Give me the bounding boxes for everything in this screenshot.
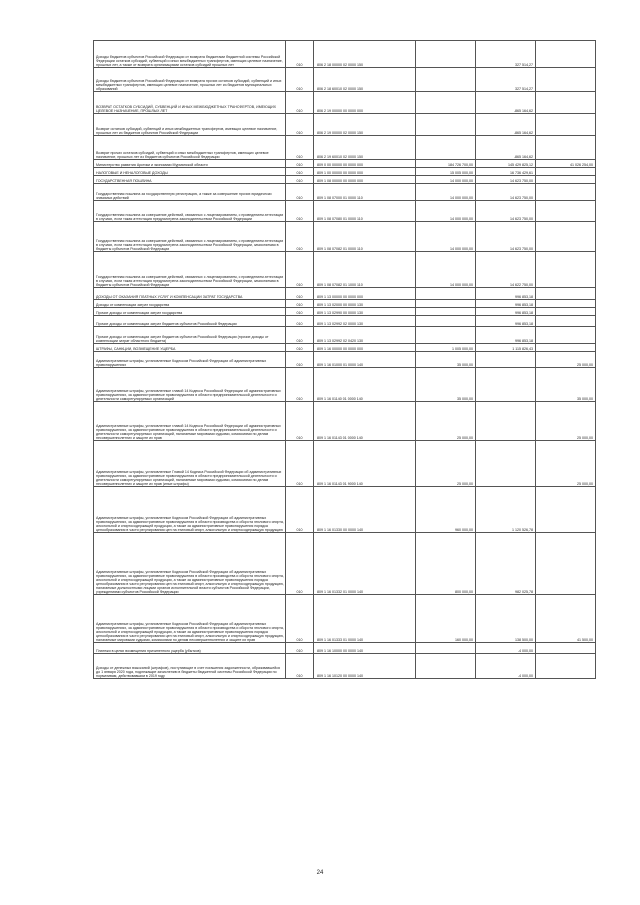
cell-plan: 35 000,00: [416, 368, 476, 402]
cell-plan: [416, 114, 476, 136]
table-row: [94, 327, 596, 344]
cell-exec: -865 164,62: [476, 136, 536, 160]
cell-name: Прочие доходы от компенсации затрат государства: [94, 308, 286, 316]
cell-plan: 14 000 000,00: [416, 184, 476, 201]
cell-code: 010: [286, 352, 314, 368]
table-row: [94, 41, 596, 68]
cell-rest: [536, 487, 596, 533]
cell-code: 010: [286, 176, 314, 184]
cell-plan: [416, 654, 476, 679]
cell-name: Административные штрафы, установленные Кодексом Российской Федерации об административных правонарушениях, за административные правонарушения в области производства и оборота этилового спирта, алкогольной и спиртосодержащей продукции, а также за административные правонарушения порядка ценообразования в части регулирования цен на этиловый спирт, алкогольную и спиртосодержащую продукцию: [94, 487, 286, 533]
cell-exec: 327 514,27: [476, 41, 536, 68]
cell-exec: 14 623 750,00: [476, 184, 536, 201]
cell-code: 010: [286, 368, 314, 402]
cell-kbk: 806 2 18 00000 02 0000 150: [314, 41, 416, 68]
cell-plan: [416, 327, 476, 344]
cell-name: НАЛОГОВЫЕ И НЕНАЛОГОВЫЕ ДОХОДЫ: [94, 168, 286, 176]
cell-exec: [476, 352, 536, 368]
cell-plan: [416, 643, 476, 654]
table-row: [94, 402, 596, 441]
cell-rest: 25 000,00: [536, 441, 596, 487]
cell-kbk: 809 1 16 01332 01 0000 140: [314, 533, 416, 595]
cell-rest: [536, 41, 596, 68]
cell-exec: 14 622 750,00: [476, 252, 536, 288]
cell-kbk: 809 1 08 07082 01 0000 110: [314, 222, 416, 252]
cell-kbk: 806 2 19 00000 00 0000 000: [314, 92, 416, 114]
cell-code: 010: [286, 533, 314, 595]
cell-plan: 184 726 700,00: [416, 160, 476, 168]
cell-code: 010: [286, 441, 314, 487]
cell-name: Государственная пошлина за совершение действий, связанных с лицензированием, с проведением аттестации в случаях, если такая аттестация предусмотрена законодательством Российской Федерации, зачисляемая в бюджеты субъектов Российской Федерации: [94, 252, 286, 288]
table-row: [94, 114, 596, 136]
cell-rest: [536, 92, 596, 114]
cell-code: 010: [286, 160, 314, 168]
cell-name: Административные штрафы, установленные Кодексом Российской Федерации об административных правонарушениях, за административные правонарушения в области производства и оборота этилового спирта, алкогольной и спиртосодержащей продукции, а также за административные правонарушения порядка ценообразования в части регулирования цен на этиловый спирт, алкогольную и спиртосодержащую продукцию, налагаемые должностными лицами органов исполнительной власти субъектов Российской Федерации, учреждениями субъектов Российской Федерации: [94, 533, 286, 595]
cell-code: 010: [286, 595, 314, 643]
cell-rest: [536, 643, 596, 654]
cell-exec: [476, 368, 536, 402]
cell-rest: 35 000,00: [536, 368, 596, 402]
cell-name: Государственная пошлина за совершение действий, связанных с лицензированием, с проведением аттестации в случаях, если такая аттестация предусмотрена законодательством Российской Федерации, зачисляемая в бюджеты субъектов Российской Федерации: [94, 222, 286, 252]
cell-plan: 800 000,00: [416, 533, 476, 595]
cell-name: Возврат прочих остатков субсидий, субвенций и иных межбюджетных трансфертов, имеющих целевое назначение, прошлых лет из бюджетов субъектов Российской Федерации: [94, 136, 286, 160]
cell-kbk: 809 1 08 07082 01 1000 110: [314, 252, 416, 288]
revenue-table-body: [94, 41, 596, 679]
cell-plan: 960 000,00: [416, 487, 476, 533]
cell-code: 010: [286, 92, 314, 114]
cell-code: 010: [286, 643, 314, 654]
revenue-table: [93, 40, 596, 679]
cell-kbk: 809 1 16 01330 00 0000 140: [314, 487, 416, 533]
cell-name: Прочие доходы от компенсации затрат бюджетов субъектов Российской Федерации: [94, 316, 286, 327]
cell-kbk: 809 1 16 01143 01 0000 140: [314, 402, 416, 441]
table-row: [94, 300, 596, 308]
cell-plan: 14 000 000,00: [416, 176, 476, 184]
cell-plan: [416, 316, 476, 327]
cell-kbk: 809 1 08 00000 00 0000 000: [314, 176, 416, 184]
cell-kbk: 809 1 13 02000 00 0000 130: [314, 300, 416, 308]
cell-rest: [536, 344, 596, 352]
cell-code: 010: [286, 344, 314, 352]
cell-exec: [476, 402, 536, 441]
table-row: [94, 201, 596, 222]
table-row: [94, 595, 596, 643]
cell-kbk: 809 1 16 01143 01 9000 140: [314, 441, 416, 487]
cell-name: Доходы от компенсации затрат государства: [94, 300, 286, 308]
table-row: [94, 168, 596, 176]
cell-name: Возврат остатков субсидий, субвенций и иных межбюджетных трансфертов, имеющих целевое назначение, прошлых лет из бюджетов субъектов Российской Федерации: [94, 114, 286, 136]
cell-name: Государственная пошлина за государственную регистрацию, а также за совершение прочих юридически значимых действий: [94, 184, 286, 201]
cell-rest: [536, 252, 596, 288]
cell-code: 010: [286, 288, 314, 300]
cell-rest: 25 000,00: [536, 402, 596, 441]
cell-plan: [416, 136, 476, 160]
cell-code: 010: [286, 252, 314, 288]
cell-name: Доходы бюджетов субъектов Российской Федерации от возврата прочих остатков субсидий, субвенций и иных межбюджетных трансфертов, имеющих целевое назначение, прошлых лет из бюджетов муниципальных образований: [94, 68, 286, 92]
cell-code: 010: [286, 136, 314, 160]
cell-kbk: 809 1 16 01140 01 0000 140: [314, 368, 416, 402]
report-sheet: [93, 40, 595, 679]
cell-kbk: 809 1 13 02992 02 0000 130: [314, 316, 416, 327]
cell-name: Административные штрафы, установленные Главой 14 Кодекса Российской Федерации об административных правонарушениях, за административные правонарушения в области предпринимательской деятельности и деятельности саморегулируемых организаций, налагаемые мировыми судьями, комиссиями по делам несовершеннолетних и защите их прав (иные штрафы): [94, 441, 286, 487]
cell-exec: 982 025,78: [476, 533, 536, 595]
table-row: [94, 92, 596, 114]
cell-name: Административные штрафы, установленные Кодексом Российской Федерации об административных правонарушениях: [94, 352, 286, 368]
cell-code: 010: [286, 222, 314, 252]
cell-code: 010: [286, 300, 314, 308]
cell-exec: 14 623 750,00: [476, 222, 536, 252]
cell-plan: 25 000,00: [416, 402, 476, 441]
cell-code: 010: [286, 168, 314, 176]
cell-exec: -4 000,00: [476, 654, 536, 679]
cell-name: Административные штрафы, установленные главой 14 Кодекса Российской Федерации об административных правонарушениях, за административные правонарушения в области предпринимательской деятельности и деятельности саморегулируемых организаций: [94, 368, 286, 402]
cell-kbk: 809 1 00 00000 00 0000 000: [314, 168, 416, 176]
cell-plan: 1 005 000,00: [416, 344, 476, 352]
cell-plan: [416, 92, 476, 114]
cell-exec: 14 623 750,00: [476, 201, 536, 222]
cell-rest: 25 000,00: [536, 352, 596, 368]
cell-kbk: 806 2 18 60010 02 0000 150: [314, 68, 416, 92]
cell-kbk: 809 1 16 01333 01 0000 140: [314, 595, 416, 643]
table-row: [94, 222, 596, 252]
cell-rest: 41 026 254,00: [536, 160, 596, 168]
table-row: [94, 533, 596, 595]
cell-rest: [536, 533, 596, 595]
cell-plan: 15 005 000,00: [416, 168, 476, 176]
cell-code: 010: [286, 654, 314, 679]
cell-rest: [536, 114, 596, 136]
cell-plan: [416, 300, 476, 308]
cell-code: 010: [286, 308, 314, 316]
cell-exec: 996 853,18: [476, 327, 536, 344]
cell-name: Министерство развития Арктики и экономики Мурманской области: [94, 160, 286, 168]
cell-rest: [536, 654, 596, 679]
cell-rest: [536, 168, 596, 176]
cell-name: ГОСУДАРСТВЕННАЯ ПОШЛИНА: [94, 176, 286, 184]
cell-plan: 35 000,00: [416, 352, 476, 368]
cell-rest: [536, 68, 596, 92]
cell-plan: [416, 68, 476, 92]
page-number: 24: [316, 870, 324, 876]
cell-name: Доходы бюджетов субъектов Российской Федерации от возврата бюджетами бюджетной системы Российской Федерации остатков субсидий, субвенций и иных межбюджетных трансфертов, имеющих целевое назначение, прошлых лет, а также от возврата организациями остатков субсидий прошлых лет: [94, 41, 286, 68]
cell-code: 010: [286, 41, 314, 68]
cell-exec: -4 000,00: [476, 643, 536, 654]
cell-plan: 25 000,00: [416, 441, 476, 487]
cell-kbk: 809 1 16 10120 00 0000 140: [314, 654, 416, 679]
cell-name: Государственная пошлина за совершение действий, связанных с лицензированием, с проведением аттестации в случаях, если такая аттестация предусмотрена законодательством Российской Федерации: [94, 201, 286, 222]
cell-exec: [476, 441, 536, 487]
table-row: [94, 368, 596, 402]
cell-rest: [536, 288, 596, 300]
cell-code: 010: [286, 201, 314, 222]
table-row: [94, 136, 596, 160]
table-row: [94, 160, 596, 168]
cell-name: ВОЗВРАТ ОСТАТКОВ СУБСИДИЙ, СУБВЕНЦИЙ И ИНЫХ МЕЖБЮДЖЕТНЫХ ТРАНСФЕРТОВ, ИМЕЮЩИХ ЦЕЛЕВОЕ НАЗНАЧЕНИЕ, ПРОШЛЫХ ЛЕТ: [94, 92, 286, 114]
cell-kbk: 809 0 00 00000 00 0000 000: [314, 160, 416, 168]
cell-rest: [536, 222, 596, 252]
cell-exec: 14 623 750,00: [476, 176, 536, 184]
table-row: [94, 184, 596, 201]
cell-rest: [536, 327, 596, 344]
cell-plan: 14 000 000,00: [416, 222, 476, 252]
cell-exec: 145 429 825,12: [476, 160, 536, 168]
cell-exec: 996 853,18: [476, 308, 536, 316]
table-row: [94, 308, 596, 316]
cell-exec: 996 853,18: [476, 300, 536, 308]
cell-name: Административные штрафы, установленные Кодексом Российской Федерации об административных правонарушениях, за административные правонарушения в области производства и оборота этилового спирта, алкогольной и спиртосодержащей продукции, а также за административные правонарушения порядка ценообразования в части регулирования цен на этиловый спирт, алкогольную и спиртосодержащую продукцию, налагаемые мировыми судьями, комиссиями по делам несовершеннолетних и защите их прав: [94, 595, 286, 643]
cell-name: Административные штрафы, установленные главой 14 Кодекса Российской Федерации об административных правонарушениях, за административные правонарушения в области предпринимательской деятельности и деятельности саморегулируемых организаций, налагаемые мировыми судьями, комиссиями по делам несовершеннолетних и защите их прав: [94, 402, 286, 441]
cell-name: ШТРАФЫ, САНКЦИИ, ВОЗМЕЩЕНИЕ УЩЕРБА: [94, 344, 286, 352]
cell-plan: [416, 308, 476, 316]
cell-rest: [536, 300, 596, 308]
cell-name: ДОХОДЫ ОТ ОКАЗАНИЯ ПЛАТНЫХ УСЛУГ И КОМПЕНСАЦИИ ЗАТРАТ ГОСУДАРСТВА: [94, 288, 286, 300]
cell-rest: [536, 201, 596, 222]
cell-plan: [416, 41, 476, 68]
cell-rest: [536, 316, 596, 327]
cell-rest: 41 500,00: [536, 595, 596, 643]
cell-exec: -865 164,62: [476, 92, 536, 114]
cell-exec: 16 736 429,61: [476, 168, 536, 176]
cell-exec: -865 164,62: [476, 114, 536, 136]
cell-name: Доходы от денежных взысканий (штрафов), поступающие в счет погашения задолженности, образовавшейся до 1 января 2020 года, подлежащие зачислению в бюджеты бюджетной системы Российской Федерации по нормативам, действовавшим в 2019 году: [94, 654, 286, 679]
cell-kbk: 809 1 16 10000 00 0000 140: [314, 643, 416, 654]
cell-plan: [416, 288, 476, 300]
table-row: [94, 176, 596, 184]
table-row: [94, 487, 596, 533]
table-row: [94, 252, 596, 288]
table-row: [94, 68, 596, 92]
cell-rest: [536, 184, 596, 201]
cell-kbk: 809 1 08 07000 01 0000 110: [314, 184, 416, 201]
cell-kbk: 809 1 08 07080 01 0000 110: [314, 201, 416, 222]
cell-kbk: 809 1 16 00000 00 0000 000: [314, 344, 416, 352]
cell-kbk: 806 2 19 60010 02 0000 150: [314, 136, 416, 160]
cell-plan: 14 000 000,00: [416, 201, 476, 222]
cell-kbk: 809 1 13 02992 02 0420 130: [314, 327, 416, 344]
cell-rest: [536, 176, 596, 184]
cell-code: 010: [286, 114, 314, 136]
table-row: [94, 441, 596, 487]
cell-code: 010: [286, 402, 314, 441]
table-row: [94, 288, 596, 300]
cell-kbk: 806 2 19 00000 02 0000 150: [314, 114, 416, 136]
cell-code: 010: [286, 327, 314, 344]
table-row: [94, 352, 596, 368]
cell-code: 010: [286, 316, 314, 327]
cell-plan: 14 000 000,00: [416, 252, 476, 288]
cell-kbk: 809 1 13 02990 00 0000 130: [314, 308, 416, 316]
cell-kbk: 809 1 13 00000 00 0000 000: [314, 288, 416, 300]
cell-exec: 1 115 826,43: [476, 344, 536, 352]
table-row: [94, 654, 596, 679]
table-row: [94, 344, 596, 352]
cell-code: 010: [286, 487, 314, 533]
cell-rest: [536, 136, 596, 160]
cell-exec: 996 853,18: [476, 316, 536, 327]
cell-exec: 1 120 526,78: [476, 487, 536, 533]
table-row: [94, 643, 596, 654]
cell-exec: 996 853,18: [476, 288, 536, 300]
cell-rest: [536, 308, 596, 316]
cell-name: Прочие доходы от компенсации затрат бюджетов субъектов Российской Федерации (прочие доходы от компенсации затрат областного бюджета): [94, 327, 286, 344]
cell-code: 010: [286, 184, 314, 201]
cell-name: Платежи в целях возмещения причиненного ущерба (убытков): [94, 643, 286, 654]
cell-kbk: 809 1 16 01000 01 0000 140: [314, 352, 416, 368]
cell-exec: 138 500,00: [476, 595, 536, 643]
cell-plan: 160 000,00: [416, 595, 476, 643]
cell-code: 010: [286, 68, 314, 92]
table-row: [94, 316, 596, 327]
cell-exec: 327 514,27: [476, 68, 536, 92]
